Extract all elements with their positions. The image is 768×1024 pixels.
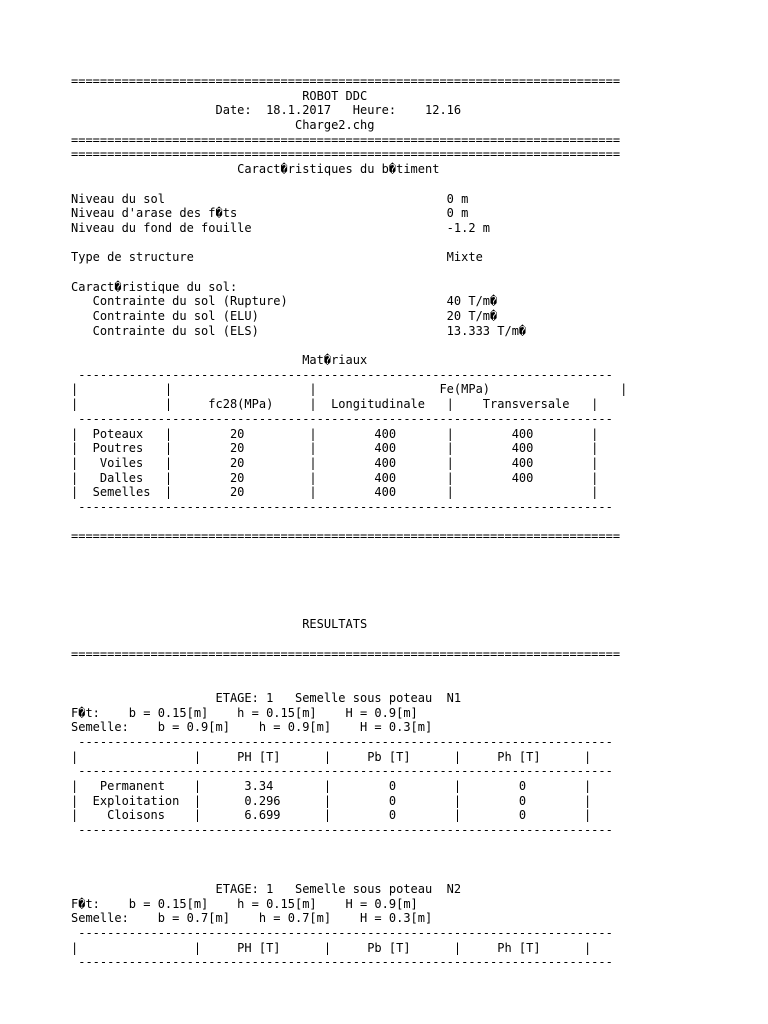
report-line: ETAGE: 1 Semelle sous poteau N2: [71, 881, 462, 896]
report-line: Niveau du fond de fouille -1.2 m: [71, 220, 491, 235]
report-line: Mat�riaux: [71, 353, 368, 368]
report-line: | Poteaux | 20 | 400 | 400 |: [71, 426, 599, 441]
report-line: | Exploitation | 0.296 | 0 | 0 |: [71, 793, 592, 808]
report-line: [71, 515, 627, 530]
report-line: F�t: b = 0.15[m] h = 0.15[m] H = 0.9[m]: [71, 705, 418, 720]
report-line: Contrainte du sol (ELU) 20 T/m�: [71, 309, 498, 323]
report-line: | Poutres | 20 | 400 | 400 |: [71, 441, 599, 456]
report-line: ============================================================================: [71, 132, 621, 147]
report-line: | Voiles | 20 | 400 | 400 |: [71, 455, 599, 470]
report-line: | Permanent | 3.34 | 0 | 0 |: [71, 779, 592, 793]
report-line: | | | Fe(MPa) |: [71, 382, 628, 397]
report-line: | | PH [T] | Pb [T] | Ph [T] |: [71, 749, 592, 764]
report-line: Niveau du sol 0 m: [71, 191, 469, 206]
report-line: F�t: b = 0.15[m] h = 0.15[m] H = 0.9[m]: [71, 896, 418, 911]
report-line: | | fc28(MPa) | Longitudinale | Transversale |: [71, 397, 599, 412]
report-line: --------------------------------------------------------------------------: [71, 734, 613, 749]
report-line: [71, 588, 627, 603]
report-line: [71, 867, 627, 882]
report-line: --------------------------------------------------------------------------: [71, 955, 613, 970]
report-line: ============================================================================: [71, 74, 621, 88]
report-line: --------------------------------------------------------------------------: [71, 764, 613, 779]
report-line: Niveau d'arase des f�ts 0 m: [71, 206, 469, 221]
report-line: | Dalles | 20 | 400 | 400 |: [71, 470, 599, 485]
report-line: RESULTATS: [71, 617, 368, 632]
report-line: Date: 18.1.2017 Heure: 12.16: [71, 103, 462, 118]
report-line: Charge2.chg: [71, 118, 375, 133]
report-line: Semelle: b = 0.9[m] h = 0.9[m] H = 0.3[m]: [71, 720, 433, 735]
report-line: [71, 236, 627, 251]
report-line: Semelle: b = 0.7[m] h = 0.7[m] H = 0.3[m]: [71, 911, 433, 926]
report-line: --------------------------------------------------------------------------: [71, 411, 613, 426]
report-line: [71, 177, 627, 192]
report-line: | Semelles | 20 | 400 | |: [71, 485, 599, 500]
report-line: Caract�ristique du sol:: [71, 279, 238, 294]
report-line: Contrainte du sol (Rupture) 40 T/m�: [71, 294, 498, 309]
report-line: | | PH [T] | Pb [T] | Ph [T] |: [71, 940, 592, 955]
report-line: [71, 603, 627, 618]
report-line: Caract�ristiques du b�timent: [71, 162, 440, 177]
report-line: [71, 662, 627, 677]
report-line: [71, 573, 627, 588]
report-line: ============================================================================: [71, 646, 621, 661]
report-page: [71, 74, 627, 970]
report-line: ETAGE: 1 Semelle sous poteau N1: [71, 690, 462, 705]
report-line: [71, 338, 627, 353]
report-line: [71, 838, 627, 853]
report-line: --------------------------------------------------------------------------: [71, 367, 613, 382]
report-line: Type de structure Mixte: [71, 250, 483, 265]
report-line: --------------------------------------------------------------------------: [71, 925, 613, 940]
report-line: ============================================================================: [71, 529, 621, 544]
report-line: [71, 559, 627, 574]
report-line: ============================================================================: [71, 147, 621, 162]
report-line: ROBOT DDC: [71, 88, 368, 103]
report-line: [71, 544, 627, 559]
report-line: --------------------------------------------------------------------------: [71, 499, 613, 514]
report-line: | Cloisons | 6.699 | 0 | 0 |: [71, 808, 592, 823]
report-line: [71, 265, 627, 280]
report-line: Contrainte du sol (ELS) 13.333 T/m�: [71, 323, 527, 338]
report-line: [71, 676, 627, 691]
report-line: --------------------------------------------------------------------------: [71, 823, 613, 838]
report-line: [71, 632, 627, 647]
report-line: [71, 852, 627, 867]
